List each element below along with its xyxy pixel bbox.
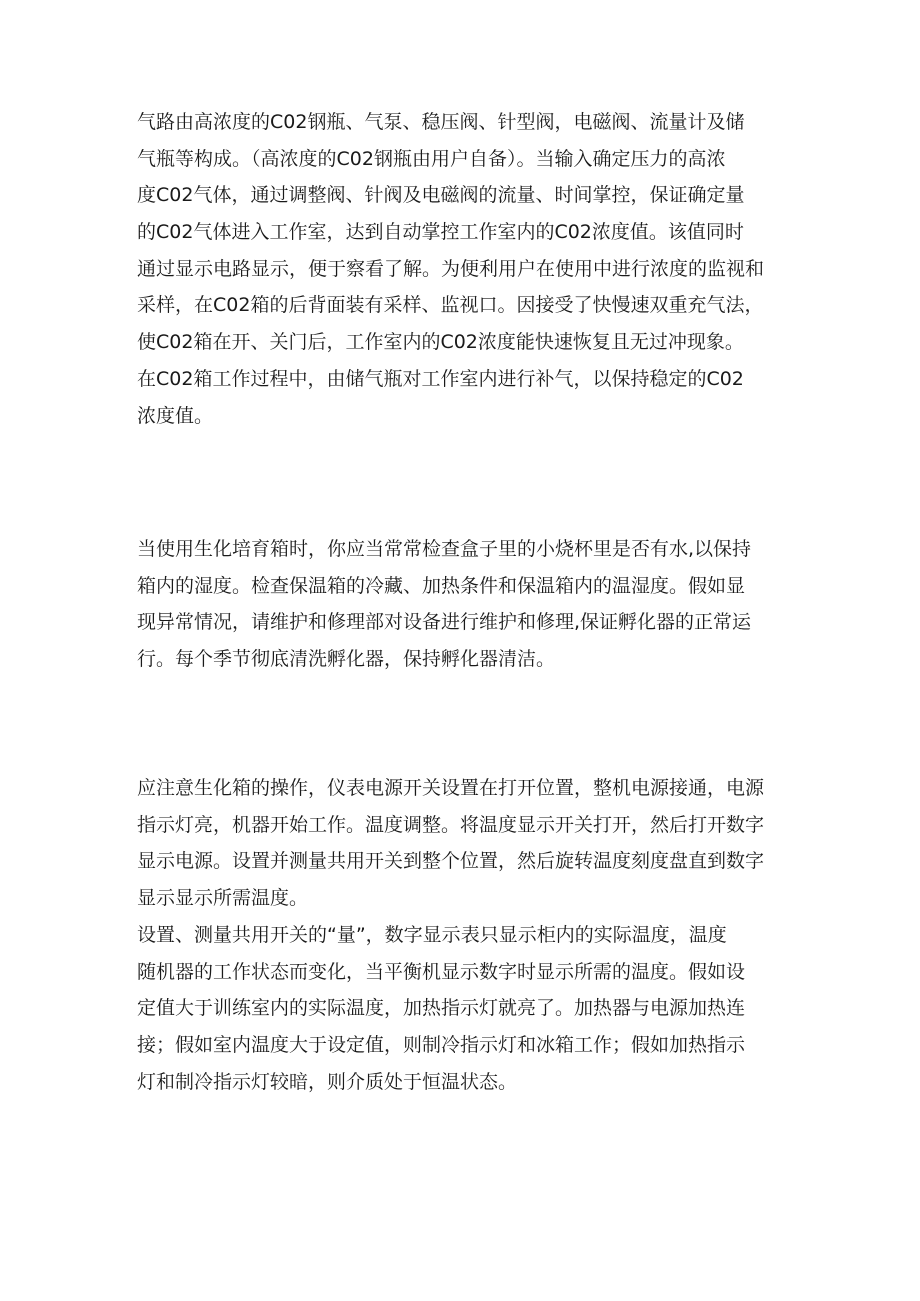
text-line: 当使用生化培育箱时，你应当常常检查盒子里的小烧杯里是否有水,以保持 — [137, 538, 752, 560]
paragraph-incubator-maintenance — [137, 531, 817, 678]
text-line: 显示电源。设置并测量共用开关到整个位置，然后旋转温度刻度盘直到数字 — [137, 850, 765, 873]
text-line: 应注意生化箱的操作，仪表电源开关设置在打开位置，整机电源接通，电源 — [137, 777, 765, 799]
paragraph-co2-gas-path — [137, 104, 817, 434]
text-line: 设置、测量共用开关的“量”，数字显示表只显示柜内的实际温度，温度 — [137, 924, 727, 946]
text-line: 现异常情况，请维护和修理部对设备进行维护和修理,保证孵化器的正常运 — [137, 611, 752, 634]
text-line: 指示灯亮，机器开始工作。温度调整。将温度显示开关打开，然后打开数字 — [137, 813, 765, 836]
text-line: 浓度值。 — [137, 404, 214, 427]
text-line: 随机器的工作状态而变化，当平衡机显示数字时显示所需的温度。假如设 — [137, 960, 746, 983]
text-line: 使C02箱在开、关门后，工作室内的C02浓度能快速恢复且无过冲现象。 — [137, 331, 744, 354]
text-line: 在C02箱工作过程中，由储气瓶对工作室内进行补气，以保持稳定的C02 — [137, 367, 744, 390]
text-line: 通过显示电路显示，便于察看了解。为便利用户在使用中进行浓度的监视和 — [137, 257, 765, 280]
paragraph-operation — [137, 770, 817, 917]
text-line: 采样，在C02箱的后背面装有采样、监视口。因接受了快慢速双重充气法， — [137, 294, 764, 317]
text-line: 接；假如室内温度大于设定值，则制冷指示灯和冰箱工作；假如加热指示 — [137, 1034, 746, 1057]
text-line: 气路由高浓度的C02钢瓶、气泵、稳压阀、针型阀，电磁阀、流量计及储 — [137, 111, 745, 133]
text-line: 行。每个季节彻底清洗孵化器，保持孵化器清洁。 — [137, 648, 556, 671]
text-line: 的C02气体进入工作室，达到自动掌控工作室内的C02浓度值。该值同时 — [137, 221, 744, 244]
text-line: 气瓶等构成。（高浓度的C02钢瓶由用户自备）。当输入确定压力的高浓 — [137, 147, 726, 170]
text-line: 显示显示所需温度。 — [137, 887, 309, 910]
text-line: 定值大于训练室内的实际温度，加热指示灯就亮了。加热器与电源加热连 — [137, 997, 746, 1020]
text-line: 灯和制冷指示灯较暗，则介质处于恒温状态。 — [137, 1070, 518, 1093]
paragraph-temperature-setting — [137, 917, 817, 1100]
text-line: 箱内的湿度。检查保温箱的冷藏、加热条件和保温箱内的温湿度。假如显 — [137, 574, 746, 597]
text-line: 度C02气体，通过调整阀、针阀及电磁阀的流量、时间掌控，保证确定量 — [137, 184, 745, 207]
